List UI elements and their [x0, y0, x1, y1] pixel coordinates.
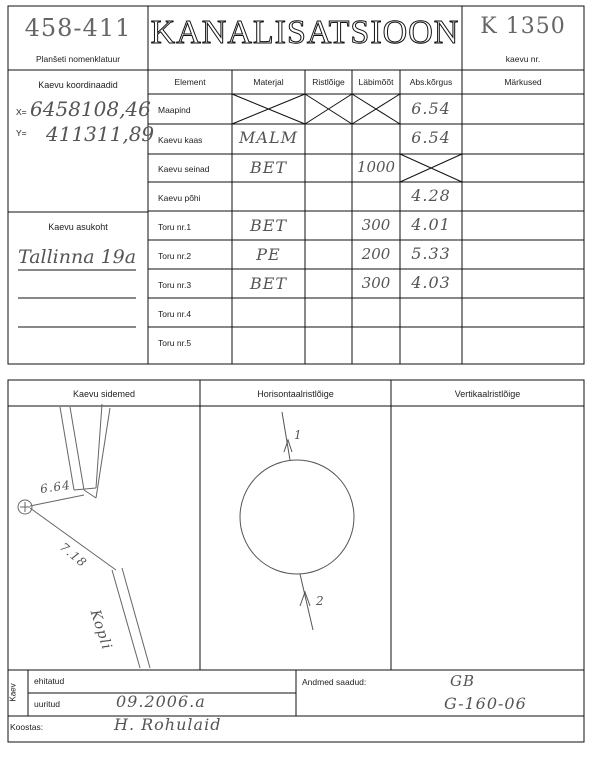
header-cross-section: Ristlõige: [312, 77, 345, 87]
row-element: Toru nr.1: [158, 222, 192, 232]
row-element: Kaevu kaas: [158, 135, 203, 145]
cell-height: 4.28: [411, 186, 451, 205]
cell-height: 6.54: [411, 99, 451, 118]
cell-diameter: 300: [361, 216, 391, 234]
row-element: Kaevu põhi: [158, 193, 201, 203]
cell-height: 4.03: [411, 273, 451, 292]
row-element: Toru nr.2: [158, 251, 192, 261]
footer-side-label: Kaev: [8, 683, 18, 702]
cell-height: 5.33: [411, 244, 451, 263]
cell-diameter: 200: [361, 245, 391, 263]
tie-distance-1: 6.64: [39, 477, 72, 497]
row-element: Toru nr.4: [158, 309, 192, 319]
surveyed-label: uuritud: [34, 699, 60, 709]
horizontal-section-label: Horisontaalristlõige: [257, 389, 334, 399]
cell-diameter: 300: [361, 274, 391, 292]
built-label: ehitatud: [34, 676, 65, 686]
coords-label: Kaevu koordinaadid: [38, 80, 118, 90]
row-element: Kaevu seinad: [158, 164, 210, 174]
compiled-value: H. Rohulaid: [114, 715, 222, 734]
header-material: Materjal: [253, 77, 284, 87]
cell-material: BET: [249, 158, 288, 177]
row-element: Maapind: [158, 105, 191, 115]
data-source-value-2: G-160-06: [444, 694, 527, 713]
well-number-label: kaevu nr.: [505, 54, 541, 64]
surveyed-value: 09.2006.a: [116, 692, 206, 711]
location-label: Kaevu asukoht: [48, 222, 108, 232]
nomenclature-label: Planšeti nomenklatuur: [35, 54, 121, 64]
ties-label: Kaevu sidemed: [72, 389, 136, 399]
cell-diameter: 1000: [356, 158, 396, 176]
coord-x-label: X=: [16, 107, 27, 117]
row-element: Toru nr.5: [158, 338, 192, 348]
header-element: Element: [174, 77, 206, 87]
page-title: KANALISATSIOON: [150, 14, 460, 51]
header-remarks: Märkused: [504, 77, 542, 87]
cell-material: BET: [249, 274, 288, 293]
pipe-2-label: 2: [316, 594, 325, 608]
header-abs-height: Abs.kõrgus: [409, 77, 453, 87]
row-element: Toru nr.3: [158, 280, 192, 290]
tie-distance-2: 7.18: [57, 539, 90, 571]
pipe-1-label: 1: [294, 428, 303, 442]
coord-y-value: 411311,89: [46, 122, 155, 146]
cell-height: 4.01: [411, 215, 451, 234]
coord-y-label: Y=: [16, 128, 27, 138]
cell-material: BET: [249, 216, 288, 235]
cell-material: PE: [256, 245, 281, 264]
location-value: Tallinna 19a: [18, 246, 137, 268]
data-source-label: Andmed saadud:: [302, 677, 367, 687]
nomenclature-value: 458-411: [24, 14, 132, 42]
vertical-section-label: Vertikaalristlõige: [454, 389, 521, 399]
header-diameter: Läbimõõt: [358, 77, 394, 87]
data-source-value-1: GB: [450, 672, 476, 690]
cell-height: 6.54: [411, 128, 451, 147]
cell-material: MALM: [239, 128, 298, 147]
street-label: Kopli: [86, 607, 115, 653]
compiled-label: Koostas:: [10, 722, 44, 732]
coord-x-value: 6458108,46: [30, 97, 151, 121]
well-number-value: K 1350: [480, 14, 566, 39]
